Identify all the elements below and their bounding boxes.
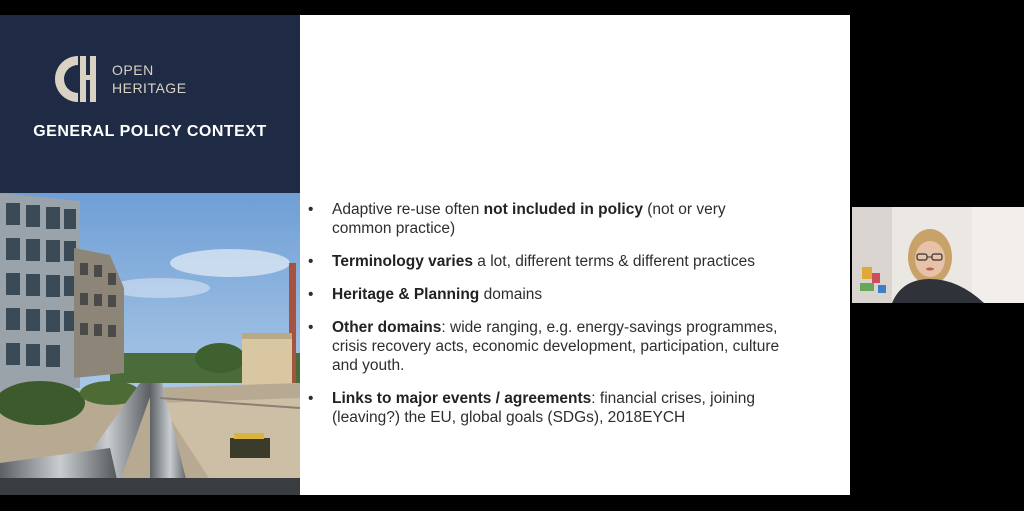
- bullet-text: : financial crises, joining (leaving?) the EU, global goals (SDGs), 2018EYCH: [332, 390, 755, 426]
- list-item: [305, 389, 785, 427]
- list-item: [305, 318, 785, 375]
- bullet-bold: not included in policy: [483, 201, 643, 218]
- slide-header-panel: [0, 15, 300, 193]
- industrial-site-photo: [0, 193, 300, 495]
- bullet-dot: •: [308, 390, 314, 407]
- bullet-dot: •: [308, 201, 314, 218]
- brand-line-2: HERITAGE: [112, 80, 187, 96]
- list-item: [305, 285, 785, 304]
- bullet-bold: Other domains: [332, 319, 442, 336]
- participant-video-feed: [852, 207, 1024, 303]
- participant-video[interactable]: [852, 207, 1024, 303]
- bullet-text-pre: Adaptive re-use often: [332, 201, 484, 218]
- bullet-dot: •: [308, 253, 314, 270]
- policy-bullet-list: [305, 200, 785, 441]
- slide-title: GENERAL POLICY CONTEXT: [33, 123, 267, 140]
- bullet-text: : wide ranging, e.g. energy-savings programmes, crisis recovery acts, economic development, participation, culture and youth.: [332, 319, 780, 374]
- shared-slide: [0, 15, 850, 495]
- brand-line-1: OPEN: [112, 62, 154, 78]
- brand-logo: [52, 53, 202, 109]
- bullet-text: a lot, different terms & different practices: [472, 253, 755, 270]
- bullet-dot: •: [308, 286, 314, 303]
- bullet-bold: Heritage & Planning: [332, 286, 480, 303]
- bullet-bold: Links to major events / agreements: [332, 390, 592, 407]
- bullet-dot: •: [308, 319, 314, 336]
- list-item: [305, 252, 785, 271]
- list-item: [305, 200, 785, 238]
- brand-name: [112, 61, 187, 97]
- bullet-text: (not or very common practice): [332, 201, 726, 237]
- bullet-text: domains: [479, 286, 543, 303]
- bullet-bold: Terminology varies: [332, 253, 473, 270]
- open-heritage-logo-icon: [52, 53, 104, 105]
